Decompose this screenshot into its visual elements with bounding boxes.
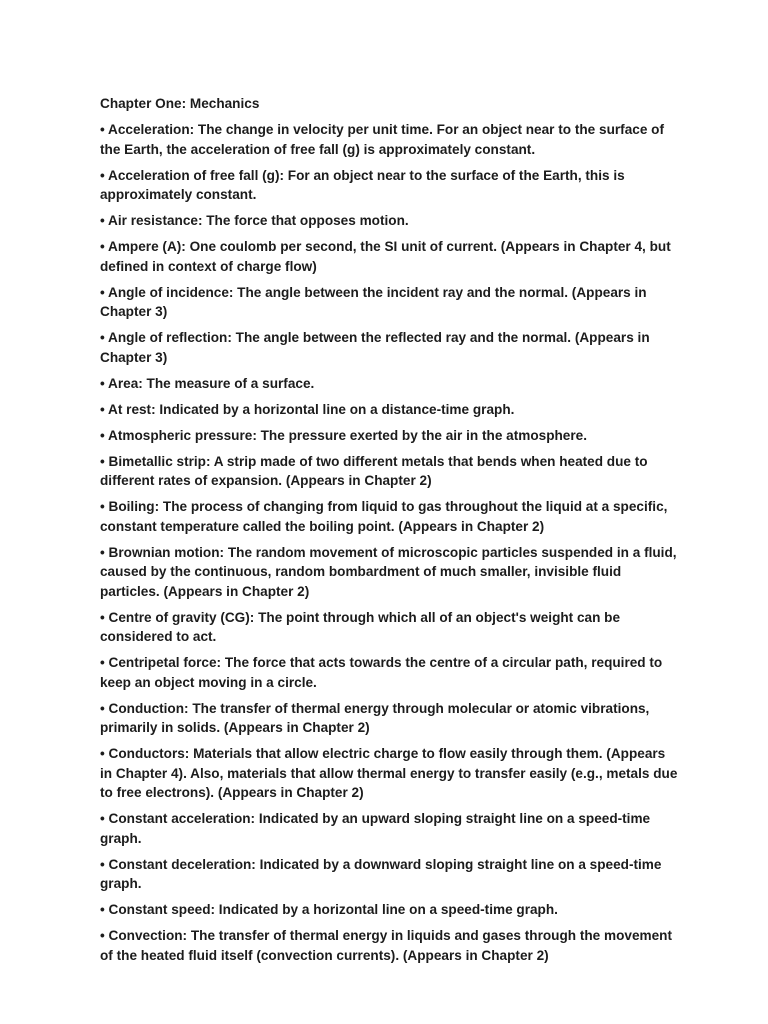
glossary-entry: • At rest: Indicated by a horizontal line on a distance-time graph. <box>100 401 515 417</box>
chapter-title: Chapter One: Mechanics <box>100 96 260 111</box>
glossary-entry: • Conduction: The transfer of thermal energy through molecular or atomic vibrations, primarily in solids. (Appears in Chapter 2) <box>100 700 650 735</box>
glossary-entry: • Atmospheric pressure: The pressure exerted by the air in the atmosphere. <box>100 427 587 443</box>
glossary-entry: • Brownian motion: The random movement of microscopic particles suspended in a fluid, caused by the continuous, random bombardment of much smaller, invisible fluid particles. (Appears in Chapter 2) <box>100 544 677 599</box>
glossary-entry: • Angle of reflection: The angle between the reflected ray and the normal. (Appears in Chapter 3) <box>100 330 650 365</box>
glossary-entry: • Constant deceleration: Indicated by a downward sloping straight line on a speed-time graph. <box>100 856 662 891</box>
glossary-entry: • Convection: The transfer of thermal energy in liquids and gases through the movement of the heated fluid itself (convection currents). (Appears in Chapter 2) <box>100 928 673 963</box>
glossary-entry: • Boiling: The process of changing from liquid to gas throughout the liquid at a specific, constant temperature called the boiling point. (Appears in Chapter 2) <box>100 499 668 534</box>
glossary-entry: • Acceleration of free fall (g): For an object near to the surface of the Earth, this is approximately constant. <box>100 167 625 202</box>
glossary-entry: • Centre of gravity (CG): The point through which all of an object's weight can be considered to act. <box>100 609 621 644</box>
glossary-entry: • Constant speed: Indicated by a horizontal line on a speed-time graph. <box>100 902 558 917</box>
document-page <box>100 94 680 972</box>
glossary-entry: • Bimetallic strip: A strip made of two different metals that bends when heated due to different rates of expansion. (Appears in Chapter 2) <box>100 453 648 488</box>
glossary-entry: • Centripetal force: The force that acts towards the centre of a circular path, required to keep an object moving in a circle. <box>100 655 663 690</box>
glossary-entry: • Area: The measure of a surface. <box>100 375 315 391</box>
glossary-entry: • Angle of incidence: The angle between the incident ray and the normal. (Appears in Chapter 3) <box>100 284 647 319</box>
glossary-entry: • Ampere (A): One coulomb per second, the SI unit of current. (Appears in Chapter 4, but defined in context of charge flow) <box>100 239 671 274</box>
glossary-entry: • Air resistance: The force that opposes motion. <box>100 213 409 228</box>
glossary-entry: • Conductors: Materials that allow electric charge to flow easily through them. (Appears in Chapter 4). Also, materials that allow thermal energy to transfer easily (e.g., metals due to free electrons). (Appears in Chapter 2) <box>100 746 678 800</box>
glossary-entry: • Constant acceleration: Indicated by an upward sloping straight line on a speed-time graph. <box>100 811 651 846</box>
glossary-entry: • Acceleration: The change in velocity per unit time. For an object near to the surface of the Earth, the acceleration of free fall (g) is approximately constant. <box>100 122 664 157</box>
